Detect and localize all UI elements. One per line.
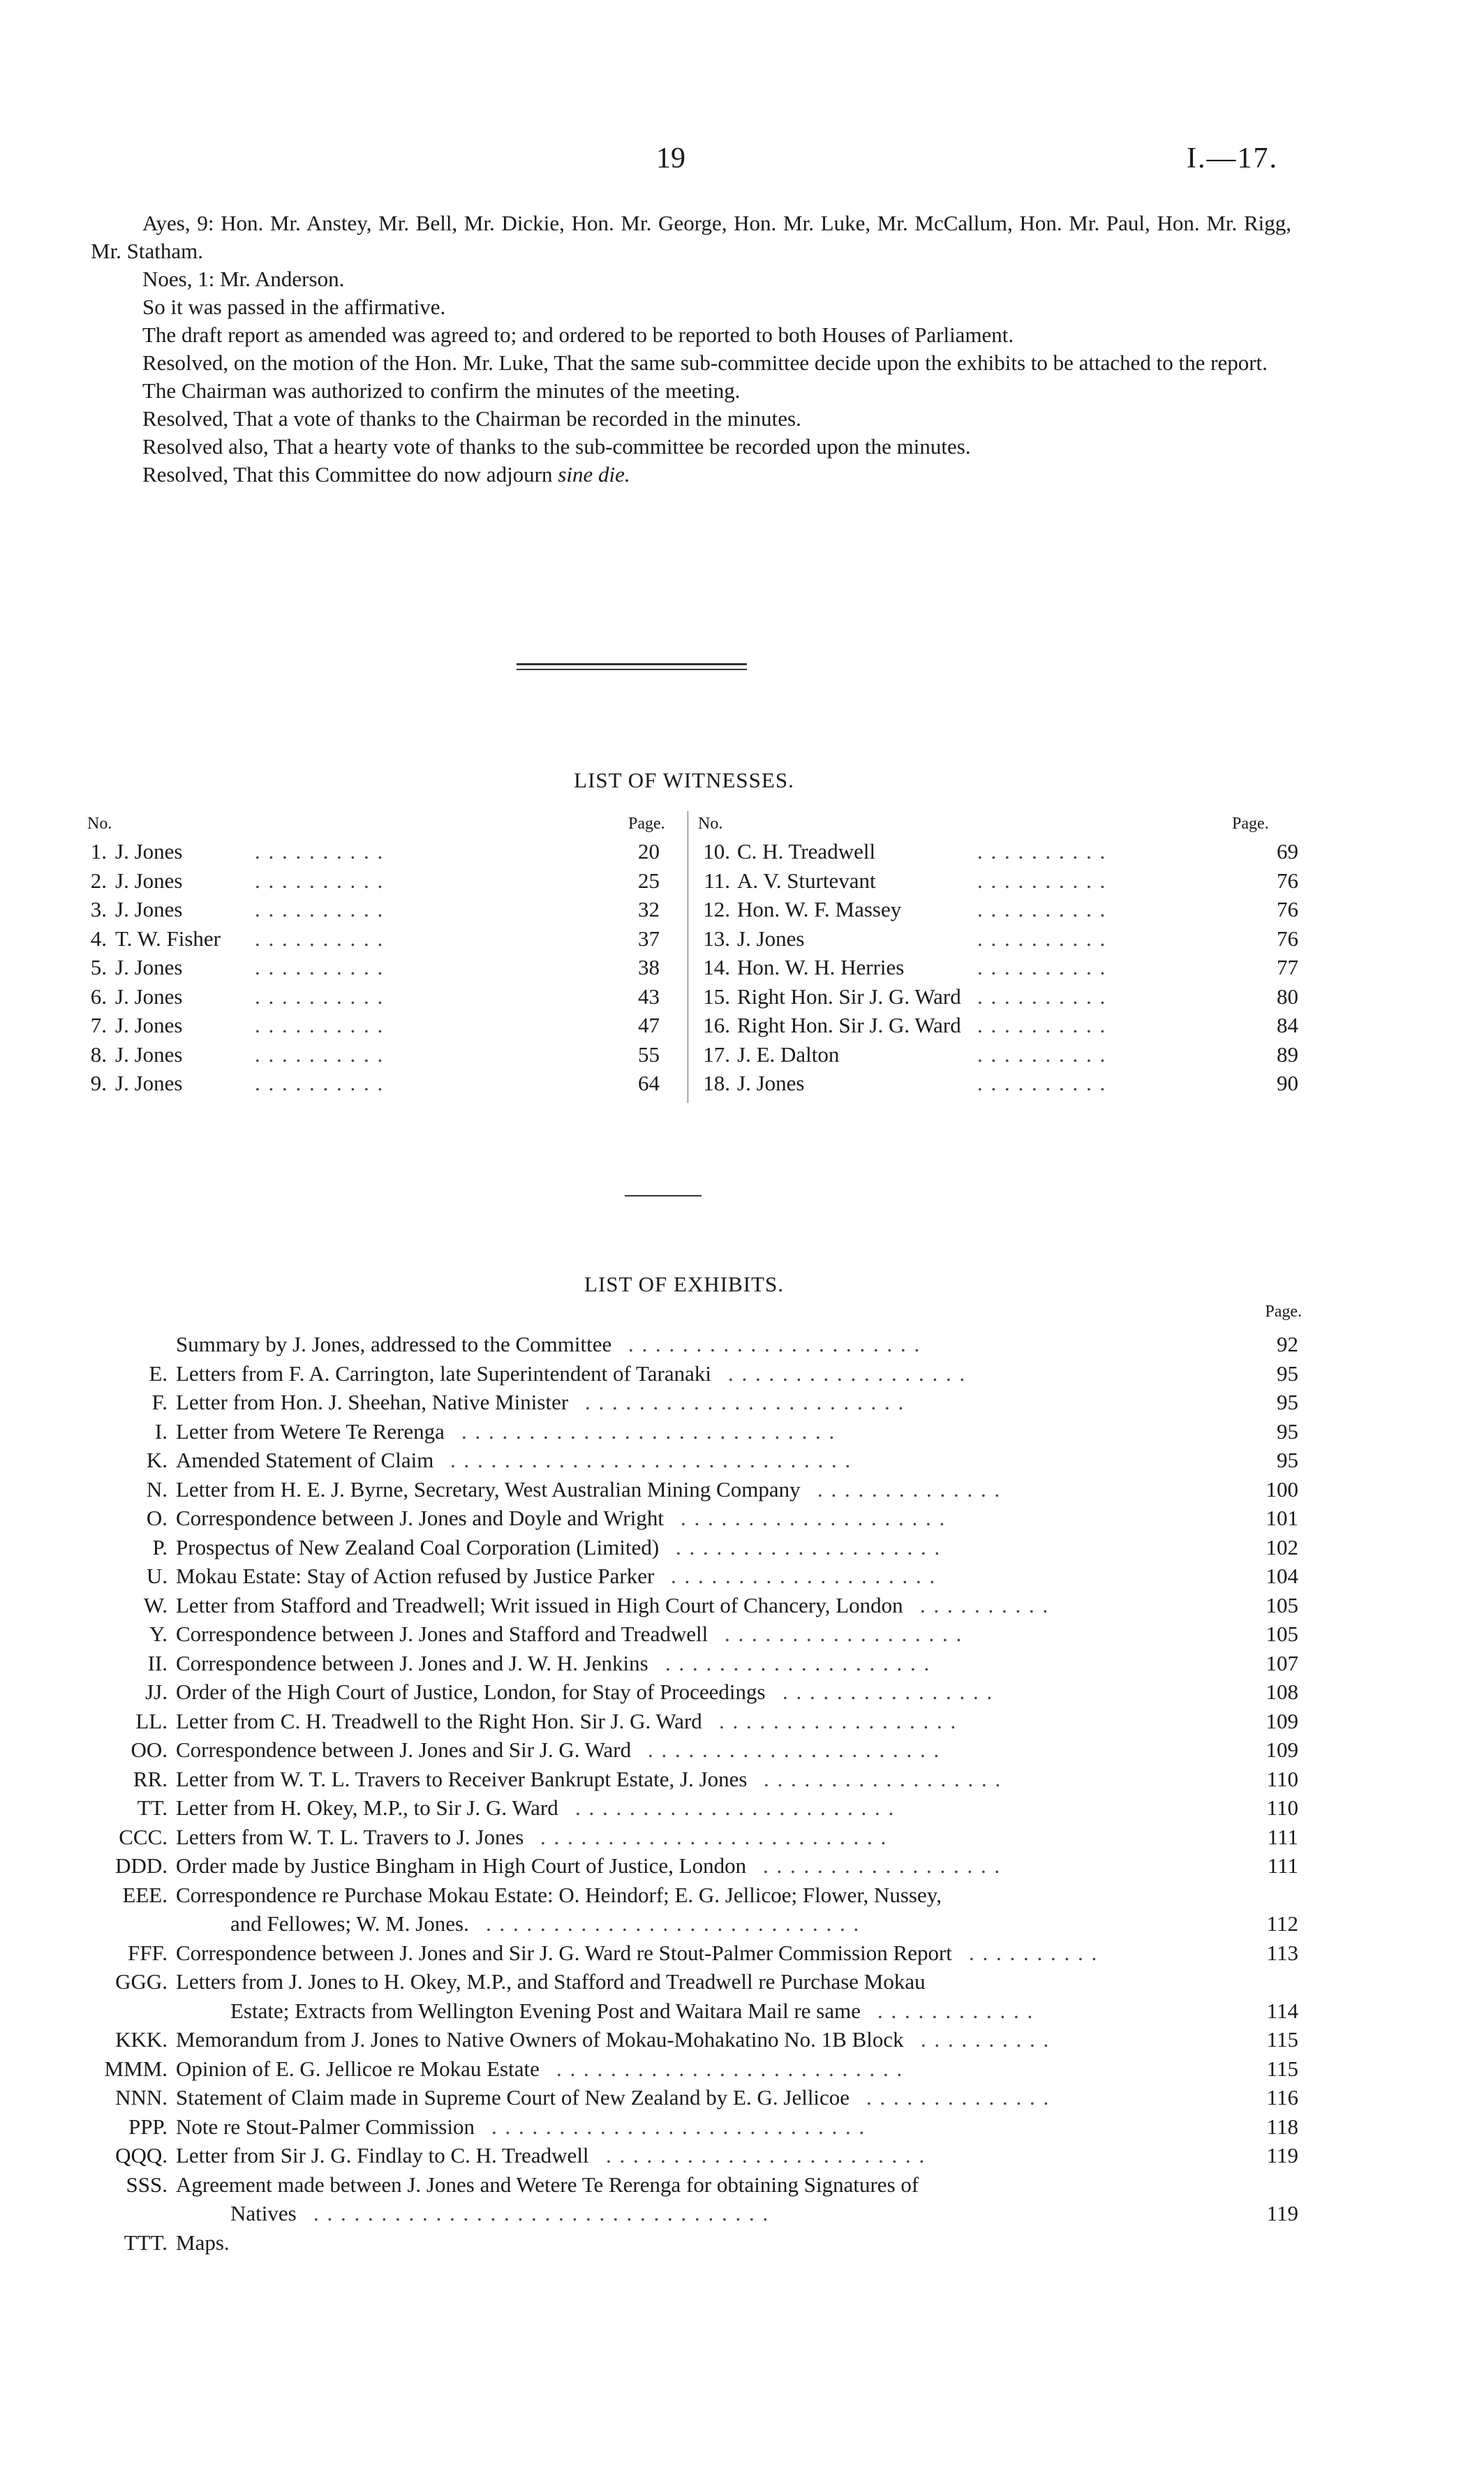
leader-dots: . . . . . . . . . . bbox=[255, 1013, 385, 1037]
witness-list-left bbox=[87, 815, 681, 1098]
minutes-paragraph: The Chairman was authorized to confirm the minutes of the meeting. bbox=[142, 378, 741, 403]
exhibit-page: 116 bbox=[1266, 2085, 1298, 2110]
exhibit-description: Correspondence between J. Jones and Sir J. G. Ward bbox=[176, 1737, 632, 1762]
leader-dots: . . . . . . . . . . . . . . . . . . bbox=[719, 1708, 958, 1733]
leader-dots: . . . . . . . . . . . . . . . . . . . . . . . . . . bbox=[540, 1824, 888, 1849]
exhibit-row bbox=[0, 1967, 1484, 2025]
exhibit-description: Letter from Stafford and Treadwell; Writ issued in High Court of Chancery, London bbox=[176, 1592, 903, 1617]
witness-number: 18. bbox=[703, 1071, 730, 1095]
exhibit-code: EEE. bbox=[122, 1882, 168, 1907]
leader-dots: . . . . . . . . . . bbox=[977, 839, 1107, 864]
exhibit-row bbox=[0, 1533, 1484, 1562]
witness-row bbox=[698, 895, 1298, 924]
exhibit-page: 115 bbox=[1266, 2027, 1298, 2052]
exhibit-code: OO. bbox=[131, 1737, 168, 1762]
exhibit-row bbox=[0, 1446, 1484, 1475]
witness-name: J. Jones bbox=[115, 1042, 183, 1067]
witness-name: J. Jones bbox=[115, 955, 183, 979]
witness-row bbox=[87, 1069, 681, 1098]
exhibit-description: Amended Statement of Claim bbox=[176, 1448, 434, 1472]
leader-dots: . . . . . . . . . . . . . . . . . . . . . . . . . . . . . . bbox=[450, 1448, 852, 1472]
leader-dots: . . . . . . . . . . bbox=[255, 984, 385, 1009]
exhibit-page: 119 bbox=[1266, 2143, 1298, 2167]
exhibit-description: Letter from Sir J. G. Findlay to C. H. Treadwell bbox=[176, 2143, 589, 2167]
witness-page: 20 bbox=[638, 839, 660, 864]
minutes-paragraph: So it was passed in the affirmative. bbox=[142, 295, 446, 319]
exhibit-page: 101 bbox=[1266, 1506, 1298, 1530]
exhibit-description: Correspondence between J. Jones and Doyle and Wright bbox=[176, 1506, 664, 1530]
witness-row bbox=[87, 953, 681, 982]
exhibit-row bbox=[0, 1851, 1484, 1881]
exhibit-description: Order of the High Court of Justice, London, for Stay of Proceedings bbox=[176, 1680, 766, 1704]
leader-dots: . . . . . . . . . . bbox=[255, 897, 385, 921]
exhibit-code: E. bbox=[149, 1361, 168, 1386]
witness-name: J. Jones bbox=[115, 1071, 183, 1095]
leader-dots: . . . . . . . . . . . . . . . . . . . . . . . . bbox=[575, 1795, 896, 1820]
witness-number: 13. bbox=[703, 926, 730, 951]
column-header-page: Page. bbox=[1265, 1303, 1302, 1321]
exhibit-page: 114 bbox=[1266, 1998, 1298, 2023]
leader-dots: . . . . . . . . . . . . . . . . . . bbox=[725, 1622, 963, 1646]
witness-name: Hon. W. F. Massey bbox=[737, 897, 902, 921]
leader-dots: . . . . . . . . . . bbox=[255, 926, 385, 951]
exhibit-description: Letter from W. T. L. Travers to Receiver Bankrupt Estate, J. Jones bbox=[176, 1766, 748, 1791]
witness-page: 80 bbox=[1277, 984, 1298, 1009]
witness-number: 16. bbox=[703, 1013, 730, 1037]
leader-dots: . . . . . . . . . . . . . . . . . . . . . . bbox=[628, 1332, 921, 1356]
witness-number: 12. bbox=[703, 897, 730, 921]
exhibit-code: RR. bbox=[133, 1766, 168, 1791]
exhibit-page: 105 bbox=[1266, 1592, 1298, 1617]
exhibit-page: 95 bbox=[1277, 1361, 1298, 1386]
exhibit-page: 107 bbox=[1266, 1650, 1298, 1675]
witness-page: 37 bbox=[638, 926, 660, 951]
exhibit-code: FFF. bbox=[128, 1940, 168, 1965]
witness-page: 38 bbox=[638, 955, 660, 979]
exhibit-page: 110 bbox=[1266, 1795, 1298, 1820]
exhibit-row bbox=[0, 1793, 1484, 1823]
leader-dots: . . . . . . . . . . . . . . . . . . . . . . . . . . . . bbox=[461, 1418, 836, 1444]
exhibit-description: Correspondence between J. Jones and Sir J. G. Ward re Stout-Palmer Commission Report bbox=[176, 1940, 952, 1965]
section-divider bbox=[517, 669, 747, 670]
leader-dots: . . . . . . . . . . . . . . . . . . . . bbox=[665, 1650, 931, 1675]
exhibit-description: Summary by J. Jones, addressed to the Committee bbox=[176, 1332, 612, 1356]
exhibit-description: Prospectus of New Zealand Coal Corporation (Limited) bbox=[176, 1534, 660, 1559]
witness-page: 47 bbox=[638, 1013, 660, 1037]
exhibit-code: F. bbox=[151, 1390, 168, 1414]
witness-row bbox=[87, 1011, 681, 1040]
section-divider bbox=[625, 1195, 702, 1196]
exhibit-row bbox=[0, 1359, 1484, 1388]
witnesses-title: LIST OF WITNESSES. bbox=[574, 768, 794, 792]
page-number: 19 bbox=[656, 142, 685, 175]
leader-dots: . . . . . . . . . . . . . . . . . . . . . . . . . . bbox=[556, 2056, 904, 2081]
witness-name: Right Hon. Sir J. G. Ward bbox=[737, 984, 961, 1009]
witness-row bbox=[698, 1040, 1298, 1069]
witness-table-header bbox=[87, 815, 681, 837]
leader-dots: . . . . . . . . . . bbox=[977, 1013, 1107, 1037]
exhibit-row bbox=[0, 1475, 1484, 1504]
exhibit-code: Y. bbox=[149, 1622, 168, 1646]
exhibit-row bbox=[0, 1388, 1484, 1417]
exhibit-code: K. bbox=[146, 1448, 168, 1472]
leader-dots: . . . . . . . . . . bbox=[255, 1071, 385, 1095]
witness-page: 32 bbox=[638, 897, 660, 921]
exhibit-row bbox=[0, 2112, 1484, 2142]
adjourn-italic: sine die. bbox=[558, 462, 630, 487]
witness-number: 11. bbox=[704, 868, 730, 893]
leader-dots: . . . . . . . . . . bbox=[969, 1940, 1099, 1965]
exhibit-row bbox=[0, 1677, 1484, 1707]
witness-row bbox=[698, 982, 1298, 1011]
exhibit-code: SSS. bbox=[126, 2172, 168, 2197]
witness-number: 4. bbox=[90, 926, 107, 951]
exhibit-description: Letters from W. T. L. Travers to J. Jones bbox=[176, 1824, 524, 1849]
witness-list-right bbox=[698, 815, 1298, 1098]
exhibit-row bbox=[0, 1649, 1484, 1678]
witness-row bbox=[87, 866, 681, 896]
section-divider bbox=[517, 663, 747, 665]
exhibit-description: Letters from J. Jones to H. Okey, M.P., and Stafford and Treadwell re Purchase Mokau bbox=[176, 1969, 926, 1994]
exhibit-row bbox=[0, 2228, 1484, 2258]
leader-dots: . . . . . . . . . . bbox=[255, 868, 385, 893]
witness-page: 76 bbox=[1277, 926, 1298, 951]
witness-number: 14. bbox=[703, 955, 730, 979]
exhibit-description: Order made by Justice Bingham in High Court of Justice, London bbox=[176, 1853, 747, 1878]
leader-dots: . . . . . . . . . . bbox=[977, 984, 1107, 1009]
witness-row bbox=[87, 837, 681, 866]
witness-table-header bbox=[698, 815, 1298, 837]
exhibit-code: CCC. bbox=[119, 1824, 168, 1849]
leader-dots: . . . . . . . . . . . . . . . . . . . . bbox=[681, 1506, 947, 1530]
leader-dots: . . . . . . . . . . . . . . . . . . . . . . bbox=[648, 1737, 941, 1762]
exhibit-row bbox=[0, 1591, 1484, 1620]
leader-dots: . . . . . . . . . . . . . . . . . . . . . . . . bbox=[606, 2143, 926, 2167]
leader-dots: . . . . . . . . . . . . . . . . bbox=[782, 1680, 994, 1704]
exhibit-page: 113 bbox=[1266, 1940, 1298, 1965]
witness-name: Hon. W. H. Herries bbox=[737, 955, 905, 979]
witness-row bbox=[698, 1069, 1298, 1098]
minutes-paragraph: Resolved, on the motion of the Hon. Mr. Luke, That the same sub-committee decide upon the exhibits to be attached to the report. bbox=[142, 350, 1268, 375]
witness-name: J. Jones bbox=[115, 1013, 183, 1037]
exhibit-page: 119 bbox=[1266, 2201, 1298, 2225]
witness-row bbox=[698, 1011, 1298, 1040]
exhibit-description: Letter from Hon. J. Sheehan, Native Minister bbox=[176, 1390, 569, 1414]
leader-dots: . . . . . . . . . . . . . . bbox=[866, 2085, 1051, 2110]
leader-dots: . . . . . . . . . . bbox=[977, 955, 1107, 979]
exhibit-code: NNN. bbox=[115, 2085, 168, 2110]
exhibit-description: Correspondence between J. Jones and Stafford and Treadwell bbox=[176, 1622, 708, 1646]
exhibit-row bbox=[0, 2054, 1484, 2084]
column-header-page: Page. bbox=[1232, 815, 1269, 833]
exhibit-description: Correspondence re Purchase Mokau Estate: O. Heindorf; E. G. Jellicoe; Flower, Nussey, bbox=[176, 1882, 942, 1907]
leader-dots: . . . . . . . . . . bbox=[977, 1071, 1107, 1095]
witness-page: 89 bbox=[1277, 1042, 1298, 1067]
witness-rows bbox=[87, 837, 681, 1098]
witness-number: 6. bbox=[90, 984, 107, 1009]
leader-dots: . . . . . . . . . . . . . . . . . . . . . . . . . . . . . . . . . . bbox=[313, 2201, 770, 2225]
exhibit-description: Letter from H. Okey, M.P., to Sir J. G. Ward bbox=[176, 1795, 558, 1820]
exhibit-description: Note re Stout-Palmer Commission bbox=[176, 2114, 475, 2139]
exhibit-row bbox=[0, 2083, 1484, 2112]
witness-page: 64 bbox=[638, 1071, 660, 1095]
witness-row bbox=[87, 1040, 681, 1069]
exhibit-description-continued: Natives bbox=[230, 2201, 297, 2225]
minutes-paragraph: Noes, 1: Mr. Anderson. bbox=[142, 267, 345, 291]
leader-dots: . . . . . . . . . . . . . . . . . . . . bbox=[676, 1534, 942, 1559]
minutes-paragraph: Resolved also, That a hearty vote of thanks to the sub-committee be recorded upon the minutes. bbox=[142, 434, 971, 459]
witness-page: 76 bbox=[1277, 868, 1298, 893]
exhibit-row bbox=[0, 1330, 1484, 1359]
exhibit-row bbox=[0, 1939, 1484, 1968]
witness-number: 2. bbox=[90, 868, 107, 893]
exhibit-page: 108 bbox=[1266, 1680, 1298, 1704]
witness-page: 77 bbox=[1277, 955, 1298, 979]
adjourn-resolution bbox=[91, 461, 1291, 489]
exhibit-code: O. bbox=[146, 1506, 168, 1530]
column-header-no: No. bbox=[87, 815, 112, 833]
exhibit-code: U. bbox=[146, 1564, 168, 1588]
exhibit-code: KKK. bbox=[115, 2027, 168, 2052]
exhibit-description: Agreement made between J. Jones and Wetere Te Rerenga for obtaining Signatures of bbox=[176, 2172, 919, 2197]
witness-name: C. H. Treadwell bbox=[737, 839, 876, 864]
paper-reference: I.—17. bbox=[1187, 142, 1278, 175]
exhibit-list bbox=[0, 1330, 1484, 2257]
exhibit-row bbox=[0, 1881, 1484, 1939]
leader-dots: . . . . . . . . . . bbox=[920, 1592, 1050, 1617]
exhibit-description: Letter from C. H. Treadwell to the Right Hon. Sir J. G. Ward bbox=[176, 1708, 702, 1733]
leader-dots: . . . . . . . . . . . . . . . . . . bbox=[728, 1361, 967, 1386]
minutes-paragraph: Ayes, 9: Hon. Mr. Anstey, Mr. Bell, Mr. Dickie, Hon. Mr. George, Hon. Mr. Luke, Mr. McCallum, Hon. Mr. Paul, Hon. Mr. Rigg, Mr. Statham. bbox=[91, 211, 1291, 263]
exhibit-page: 100 bbox=[1266, 1476, 1298, 1502]
witness-page: 90 bbox=[1277, 1071, 1298, 1095]
exhibit-page: 104 bbox=[1266, 1564, 1298, 1588]
witness-name: J. Jones bbox=[115, 897, 183, 921]
witness-number: 9. bbox=[90, 1071, 107, 1095]
exhibit-description-continued: Estate; Extracts from Wellington Evening Post and Waitara Mail re same bbox=[230, 1998, 861, 2023]
exhibit-description: Letters from F. A. Carrington, late Superintendent of Taranaki bbox=[176, 1361, 711, 1386]
witness-name: J. Jones bbox=[115, 868, 183, 893]
exhibit-page: 111 bbox=[1267, 1824, 1298, 1849]
exhibit-code: LL. bbox=[135, 1708, 168, 1733]
exhibit-page: 110 bbox=[1266, 1766, 1298, 1791]
witness-name: Right Hon. Sir J. G. Ward bbox=[737, 1013, 961, 1037]
witness-name: J. Jones bbox=[737, 1071, 805, 1095]
leader-dots: . . . . . . . . . . bbox=[921, 2027, 1051, 2052]
minutes-paragraph: The draft report as amended was agreed to; and ordered to be reported to both Houses of Parliament. bbox=[142, 323, 1014, 347]
exhibit-code: W. bbox=[143, 1592, 168, 1617]
leader-dots: . . . . . . . . . . . . . . . . . . bbox=[764, 1766, 1002, 1791]
leader-dots: . . . . . . . . . . bbox=[977, 897, 1107, 921]
exhibit-code: DDD. bbox=[115, 1853, 168, 1878]
exhibit-page: 115 bbox=[1266, 2056, 1298, 2081]
witness-row bbox=[87, 924, 681, 954]
witness-row bbox=[698, 866, 1298, 896]
witness-row bbox=[698, 924, 1298, 954]
exhibit-description: Correspondence between J. Jones and J. W. H. Jenkins bbox=[176, 1650, 648, 1675]
leader-dots: . . . . . . . . . . bbox=[255, 839, 385, 864]
exhibits-title: LIST OF EXHIBITS. bbox=[584, 1272, 784, 1296]
exhibit-page: 95 bbox=[1277, 1448, 1298, 1472]
witness-name: J. Jones bbox=[115, 839, 183, 864]
witness-number: 1. bbox=[90, 839, 107, 864]
witness-page: 84 bbox=[1277, 1013, 1298, 1037]
exhibit-code: TT. bbox=[137, 1795, 168, 1820]
exhibit-code: P. bbox=[152, 1534, 168, 1559]
exhibit-page: 112 bbox=[1266, 1911, 1298, 1936]
exhibit-description-continued: and Fellowes; W. M. Jones. bbox=[230, 1911, 469, 1936]
column-header-no: No. bbox=[698, 815, 723, 833]
exhibit-page: 95 bbox=[1277, 1390, 1298, 1414]
exhibit-code: MMM. bbox=[104, 2056, 168, 2081]
exhibit-code: TTT. bbox=[124, 2230, 168, 2255]
leader-dots: . . . . . . . . . . . . . . bbox=[817, 1476, 1002, 1502]
witness-rows bbox=[698, 837, 1298, 1098]
exhibit-code: JJ. bbox=[145, 1680, 168, 1704]
exhibit-description: Statement of Claim made in Supreme Court of New Zealand by E. G. Jellicoe bbox=[176, 2085, 850, 2110]
witness-name: J. Jones bbox=[737, 926, 805, 951]
leader-dots: . . . . . . . . . . bbox=[255, 955, 385, 979]
exhibit-row bbox=[0, 2141, 1484, 2170]
exhibit-code: I. bbox=[154, 1418, 168, 1444]
witness-number: 15. bbox=[703, 984, 730, 1009]
leader-dots: . . . . . . . . . . bbox=[977, 868, 1107, 893]
witness-page: 55 bbox=[638, 1042, 660, 1067]
leader-dots: . . . . . . . . . . . . . . . . . . bbox=[763, 1853, 1002, 1878]
minutes-paragraph: Resolved, That a vote of thanks to the Chairman be recorded in the minutes. bbox=[142, 406, 801, 431]
witness-page: 25 bbox=[638, 868, 660, 893]
exhibit-row bbox=[0, 1823, 1484, 1852]
exhibit-description: Letter from H. E. J. Byrne, Secretary, West Australian Mining Company bbox=[176, 1476, 801, 1502]
committee-minutes bbox=[91, 209, 1291, 489]
exhibit-row bbox=[0, 1765, 1484, 1794]
witness-row bbox=[87, 982, 681, 1011]
witness-row bbox=[698, 953, 1298, 982]
witness-name: A. V. Sturtevant bbox=[737, 868, 876, 893]
exhibit-description: Opinion of E. G. Jellicoe re Mokau Estate bbox=[176, 2056, 540, 2081]
exhibit-page: 102 bbox=[1266, 1534, 1298, 1559]
witness-name: J. Jones bbox=[115, 984, 183, 1009]
witness-name: T. W. Fisher bbox=[115, 926, 221, 951]
witness-page: 76 bbox=[1277, 897, 1298, 921]
leader-dots: . . . . . . . . . . bbox=[255, 1042, 385, 1067]
exhibit-description: Maps. bbox=[176, 2230, 230, 2255]
column-header-page: Page. bbox=[628, 815, 665, 833]
leader-dots: . . . . . . . . . . . . . . . . . . . . bbox=[671, 1564, 937, 1588]
witness-row bbox=[87, 895, 681, 924]
exhibit-description: Letter from Wetere Te Rerenga bbox=[176, 1418, 445, 1444]
exhibit-code: GGG. bbox=[115, 1969, 168, 1994]
leader-dots: . . . . . . . . . . . . . . . . . . . . . . . . . . . . bbox=[486, 1911, 861, 1936]
exhibit-row bbox=[0, 1735, 1484, 1765]
witness-page: 43 bbox=[638, 984, 660, 1009]
exhibit-page: 109 bbox=[1266, 1737, 1298, 1762]
witness-page: 69 bbox=[1277, 839, 1298, 864]
witness-number: 10. bbox=[703, 839, 730, 864]
exhibit-page: 109 bbox=[1266, 1708, 1298, 1733]
witness-number: 8. bbox=[90, 1042, 107, 1067]
leader-dots: . . . . . . . . . . bbox=[977, 1042, 1107, 1067]
exhibit-description: Memorandum from J. Jones to Native Owners of Mokau-Mohakatino No. 1B Block bbox=[176, 2027, 904, 2052]
leader-dots: . . . . . . . . . . . . . . . . . . . . . . . . . . . . bbox=[491, 2114, 866, 2139]
witness-row bbox=[698, 837, 1298, 866]
exhibit-row bbox=[0, 1620, 1484, 1649]
exhibit-code: N. bbox=[146, 1476, 168, 1502]
leader-dots: . . . . . . . . . . bbox=[977, 926, 1107, 951]
exhibit-row bbox=[0, 2025, 1484, 2054]
exhibit-code: QQQ. bbox=[115, 2143, 168, 2167]
exhibit-page: 105 bbox=[1266, 1622, 1298, 1646]
exhibit-page: 118 bbox=[1266, 2114, 1298, 2139]
witness-name: J. E. Dalton bbox=[737, 1042, 840, 1067]
exhibit-row bbox=[0, 1562, 1484, 1591]
witness-number: 7. bbox=[90, 1013, 107, 1037]
exhibit-page: 95 bbox=[1277, 1418, 1298, 1444]
exhibit-row bbox=[0, 2170, 1484, 2228]
witness-number: 3. bbox=[90, 897, 107, 921]
witness-number: 5. bbox=[90, 955, 107, 979]
exhibit-row bbox=[0, 1504, 1484, 1533]
exhibit-description: Mokau Estate: Stay of Action refused by Justice Parker bbox=[176, 1564, 655, 1588]
leader-dots: . . . . . . . . . . . . . . . . . . . . . . . . bbox=[585, 1390, 905, 1414]
witness-number: 17. bbox=[703, 1042, 730, 1067]
exhibit-row bbox=[0, 1707, 1484, 1736]
exhibit-page: 92 bbox=[1277, 1332, 1298, 1356]
leader-dots: . . . . . . . . . . . . bbox=[877, 1998, 1034, 2023]
exhibit-code: PPP. bbox=[128, 2114, 168, 2139]
exhibit-row bbox=[0, 1417, 1484, 1446]
adjourn-text: Resolved, That this Committee do now adjourn bbox=[142, 462, 553, 487]
exhibit-code: II. bbox=[147, 1650, 168, 1675]
exhibit-page: 111 bbox=[1267, 1853, 1298, 1878]
